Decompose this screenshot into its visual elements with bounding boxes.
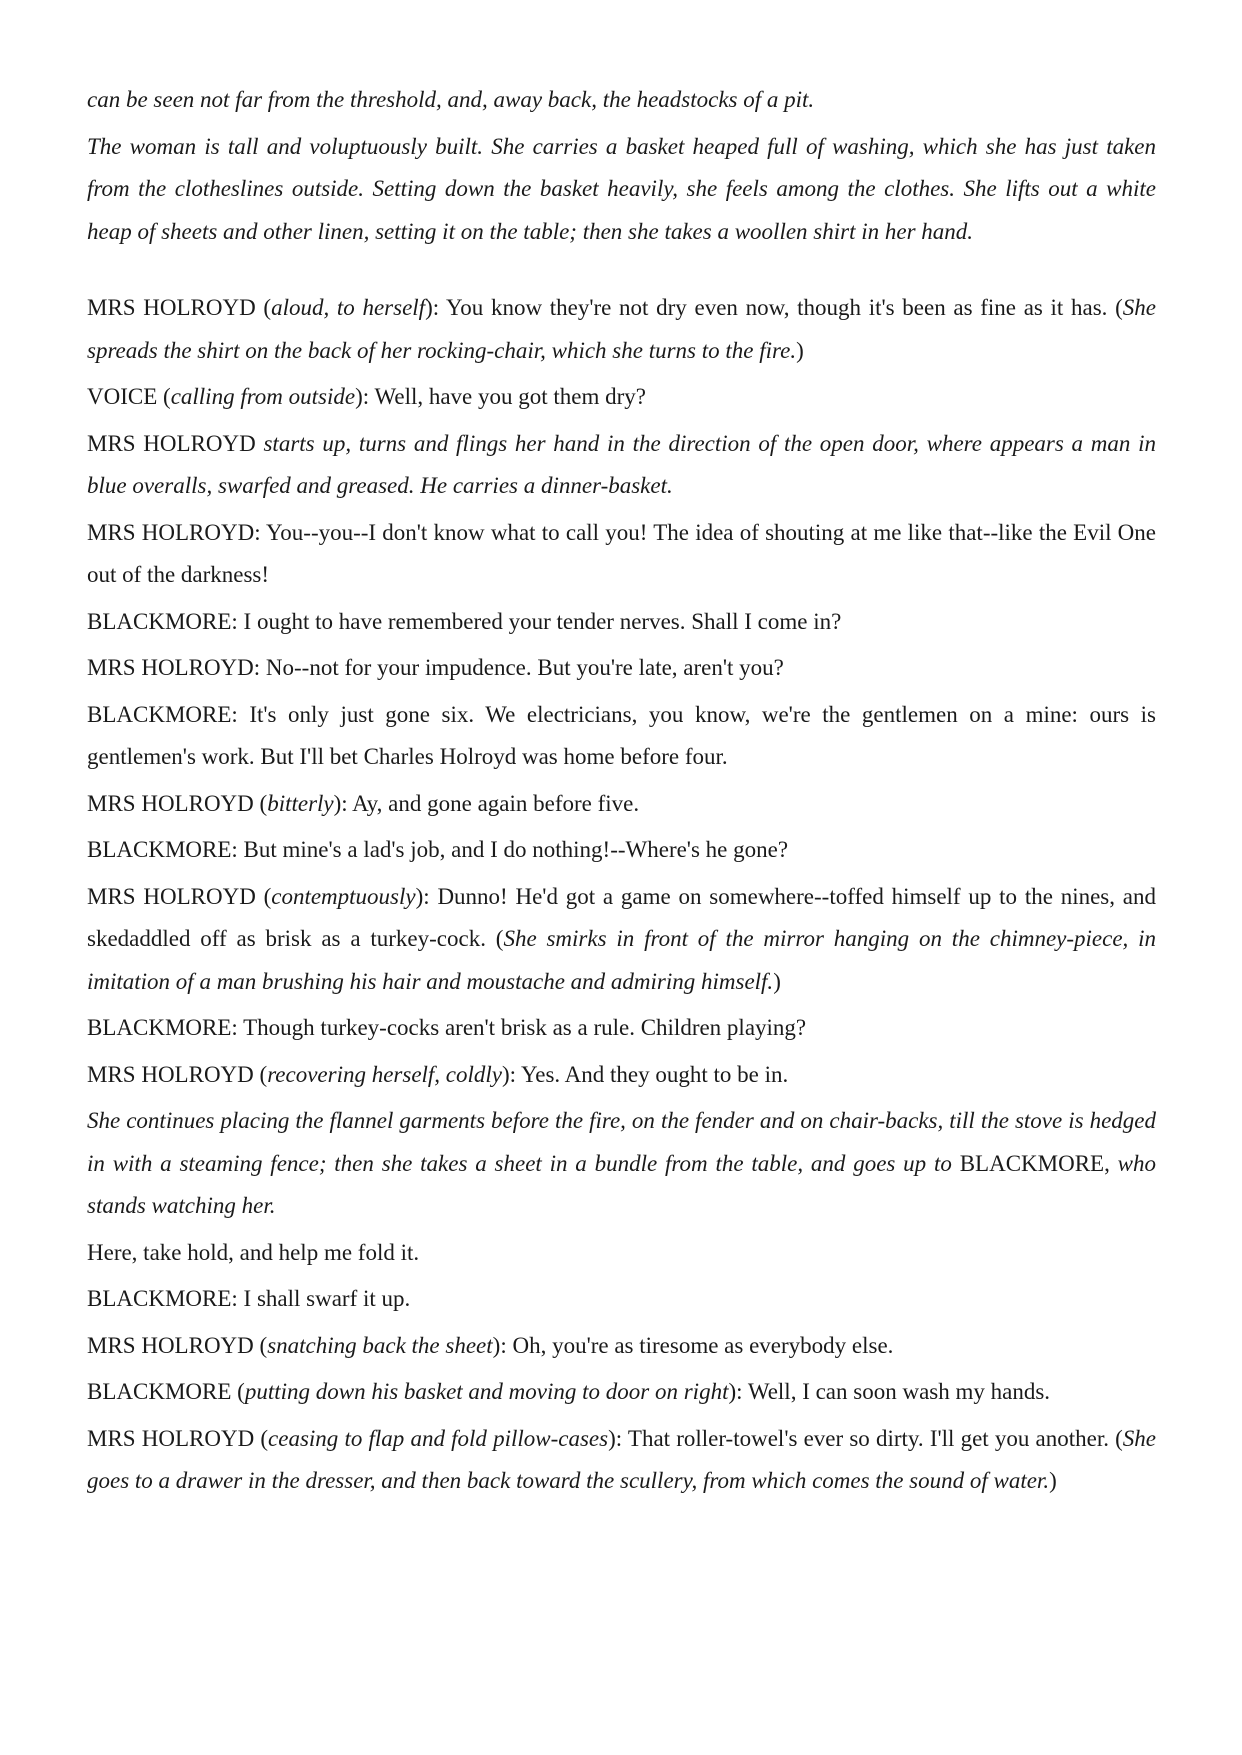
text-run: ): Oh, you're as tiresome as everybody else.	[492, 1332, 894, 1358]
italic-run: The woman is tall and voluptuously built. She carries a basket heaped full of washing, which she has just taken from the clotheslines outside. Setting down the basket heavily, she feels among the clothes. She lifts out a white heap of sheets and other linen, setting it on the table; then she takes a woollen shirt in her hand.	[87, 133, 1156, 244]
text-run: )	[796, 337, 804, 363]
text-paragraph	[87, 1418, 1156, 1503]
text-run: BLACKMORE (	[87, 1379, 245, 1404]
text-paragraph	[87, 1278, 1156, 1321]
italic-run: ceasing to flap and fold pillow-cases	[268, 1425, 609, 1451]
text-paragraph	[87, 1054, 1156, 1097]
text-run: ): You know they're not dry even now, though it's been as fine as it has. (	[425, 295, 1123, 320]
text-run: Here, take hold, and help me fold it.	[87, 1239, 420, 1265]
text-run: VOICE (	[87, 384, 171, 409]
text-paragraph	[87, 876, 1156, 1004]
text-run: BLACKMORE: But mine's a lad's job, and I do nothing!--Where's he gone?	[87, 837, 789, 862]
text-paragraph	[87, 647, 1156, 690]
text-paragraph	[87, 1325, 1156, 1368]
text-run: MRS HOLROYD (	[87, 295, 272, 320]
italic-run: calling from outside	[170, 384, 356, 409]
text-run: )	[1049, 1468, 1057, 1493]
text-run: MRS HOLROYD (	[87, 883, 272, 909]
text-run: MRS HOLROYD (	[87, 1332, 268, 1358]
text-run: ): Ay, and gone again before five.	[333, 790, 640, 816]
text-paragraph	[87, 287, 1156, 372]
italic-run: snatching back the sheet	[267, 1332, 493, 1358]
text-paragraph	[87, 512, 1156, 597]
text-run: ): Well, have you got them dry?	[355, 384, 647, 409]
text-paragraph	[87, 1100, 1156, 1228]
text-run: MRS HOLROYD (	[87, 790, 268, 816]
text-run: BLACKMORE,	[959, 1150, 1118, 1176]
text-paragraph	[87, 1007, 1156, 1050]
text-run: MRS HOLROYD (	[87, 1061, 268, 1087]
text-paragraph	[87, 783, 1156, 826]
text-paragraph	[87, 829, 1156, 872]
italic-run: starts up, turns and flings her hand in the direction of the open door, where appears a man in blue overalls, swarfed and greased. He carries a dinner-basket.	[87, 430, 1156, 498]
italic-run: She goes to a drawer in the dresser, and then back toward the scullery, from which comes the sound of water.	[87, 1425, 1157, 1493]
text-run: MRS HOLROYD: No--not for your impudence. But you're late, aren't you?	[87, 655, 784, 680]
italic-run: She smirks in front of the mirror hanging on the chimney-piece, in imitation of a man brushing his hair and moustache and admiring himself.	[87, 926, 1156, 994]
text-run: ): Well, I can soon wash my hands.	[728, 1379, 1051, 1404]
text-run: MRS HOLROYD (	[87, 1425, 269, 1451]
italic-run: contemptuously	[271, 883, 416, 909]
italic-run: bitterly	[267, 790, 334, 816]
text-run: ): Yes. And they ought to be in.	[502, 1061, 789, 1087]
text-paragraph	[87, 376, 1156, 419]
text-run: BLACKMORE: I ought to have remembered your tender nerves. Shall I come in?	[87, 608, 842, 634]
italic-run: recovering herself, coldly	[267, 1061, 503, 1087]
text-paragraph	[87, 126, 1156, 254]
italic-run: putting down his basket and moving to door on right	[244, 1379, 729, 1404]
text-run: )	[773, 968, 781, 994]
text-paragraph	[87, 694, 1156, 779]
text-run: ): Dunno! He'd got a game on somewhere--toffed himself up to the nines, and skedaddled off as brisk as a turkey-cock. (	[87, 883, 1156, 951]
text-run: BLACKMORE: I shall swarf it up.	[87, 1286, 411, 1311]
italic-run: She continues placing the flannel garments before the fire, on the fender and on chair-backs, till the stove is hedged in with a steaming fence; then she takes a sheet in a bundle from the table, and goes up to	[87, 1108, 1156, 1176]
play-text	[87, 79, 1156, 1503]
text-run: ): That roller-towel's ever so dirty. I'll get you another. (	[608, 1425, 1123, 1451]
italic-run: can be seen not far from the threshold, and, away back, the headstocks of a pit.	[87, 87, 815, 112]
text-run: BLACKMORE: It's only just gone six. We electricians, you know, we're the gentlemen on a mine: ours is gentlemen's work. But I'll bet Charles Holroyd was home before four.	[87, 701, 1156, 769]
text-run: MRS HOLROYD	[87, 430, 264, 456]
italic-run: who stands watching her.	[87, 1150, 1156, 1218]
italic-run: aloud, to herself	[271, 295, 426, 320]
stage-direction-continued	[87, 79, 1156, 122]
text-paragraph	[87, 601, 1156, 644]
text-paragraph	[87, 1232, 1156, 1275]
italic-run: She spreads the shirt on the back of her rocking-chair, which she turns to the fire.	[87, 295, 1156, 363]
text-run: MRS HOLROYD: You--you--I don't know what to call you! The idea of shouting at me like that--like the Evil One out of the darkness!	[87, 519, 1156, 587]
text-paragraph	[87, 1371, 1156, 1414]
text-run: BLACKMORE: Though turkey-cocks aren't brisk as a rule. Children playing?	[87, 1015, 807, 1040]
text-paragraph	[87, 423, 1156, 508]
